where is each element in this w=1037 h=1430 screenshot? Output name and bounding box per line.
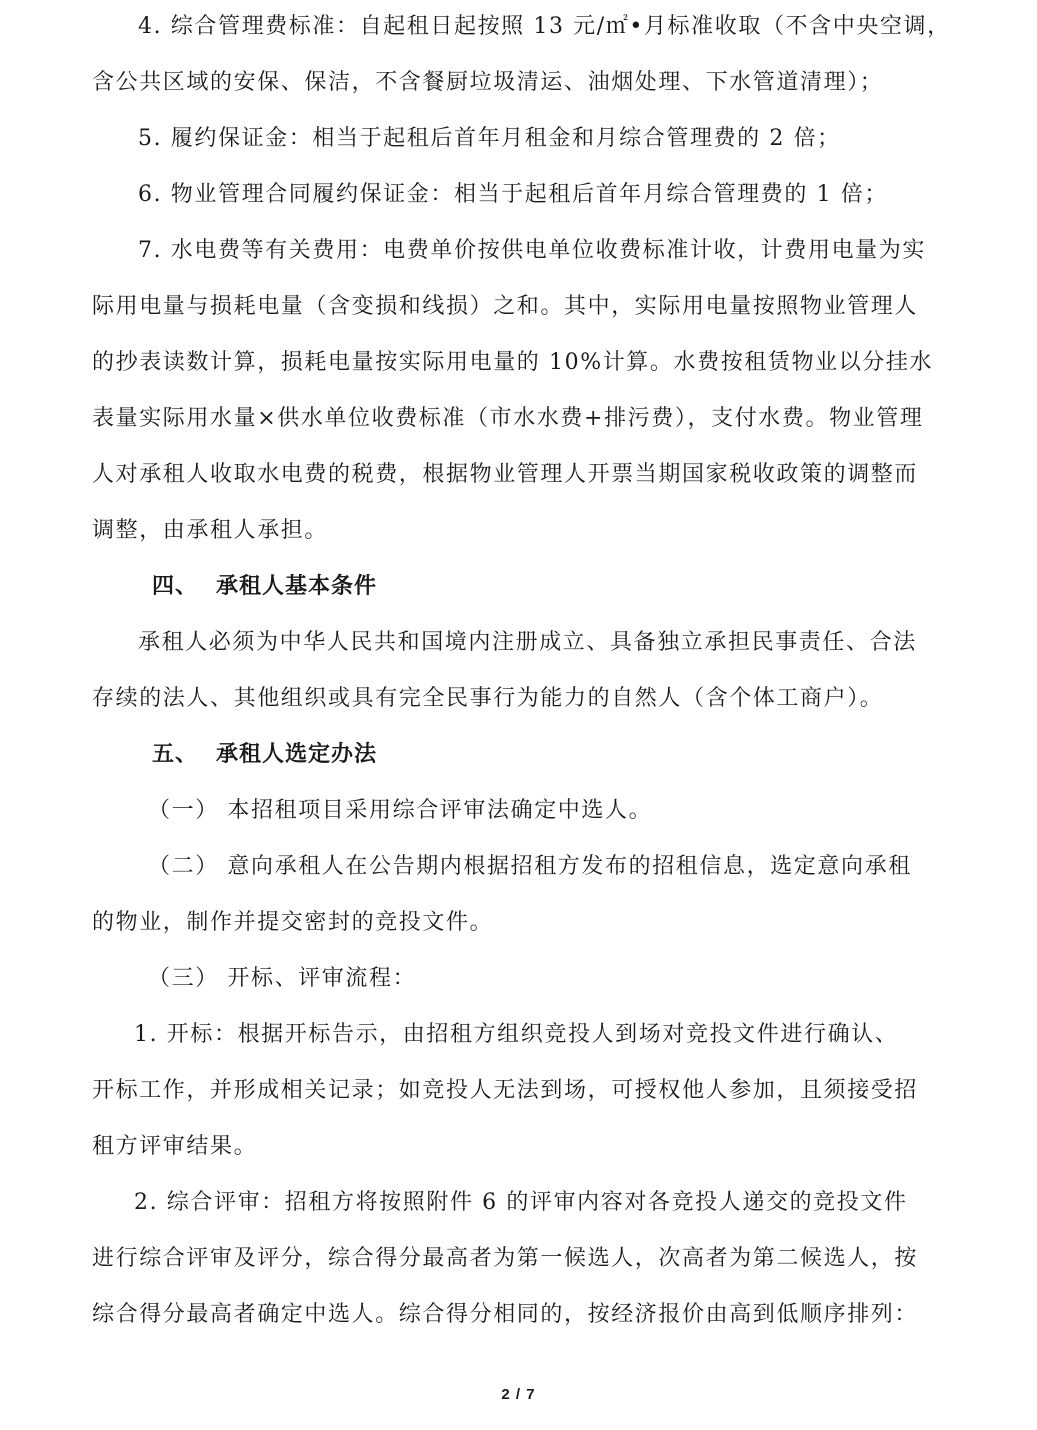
para-line: （二） 意向承租人在公告期内根据招租方发布的招租信息，选定意向承租: [148, 854, 912, 879]
section-number: 五、: [152, 742, 199, 767]
para-line: （一） 本招租项目采用综合评审法确定中选人。: [148, 798, 653, 823]
section-heading-5: [152, 740, 377, 770]
para-line: 的物业，制作并提交密封的竞投文件。: [92, 910, 494, 935]
section-heading-4: [152, 572, 377, 602]
para-line: 际用电量与损耗电量（含变损和线损）之和。其中，实际用电量按照物业管理人: [92, 294, 919, 319]
para-line: 开标工作，并形成相关记录；如竞投人无法到场，可授权他人参加，且须接受招: [92, 1078, 919, 1103]
para-line: 租方评审结果。: [92, 1134, 258, 1159]
para-line: 含公共区域的安保、保洁，不含餐厨垃圾清运、油烟处理、下水管道清理）；: [92, 70, 884, 95]
para-line: 5. 履约保证金：相当于起租后首年月租金和月综合管理费的 2 倍；: [138, 126, 841, 151]
para-line: 的抄表读数计算，损耗电量按实际用电量的 10%计算。水费按租赁物业以分挂水: [92, 350, 934, 375]
para-line: 调整，由承租人承担。: [92, 518, 329, 543]
page-number: 2 / 7: [501, 1386, 536, 1403]
section-title: 承租人基本条件: [216, 574, 378, 599]
para-line: 4. 综合管理费标准：自起租日起按照 13 元/㎡•月标准收取（不含中央空调，: [138, 14, 951, 39]
section-number: 四、: [152, 574, 199, 599]
para-line: 表量实际用水量×供水单位收费标准（市水水费+排污费），支付水费。物业管理: [92, 406, 924, 431]
para-line: 7. 水电费等有关费用：电费单价按供电单位收费标准计收，计费用电量为实: [138, 238, 926, 263]
para-line: 2. 综合评审：招租方将按照附件 6 的评审内容对各竞投人递交的竞投文件: [134, 1190, 908, 1215]
para-line: （三） 开标、评审流程：: [148, 966, 417, 991]
para-line: 1. 开标：根据开标告示，由招租方组织竞投人到场对竞投文件进行确认、: [134, 1022, 899, 1047]
para-line: 综合得分最高者确定中选人。综合得分相同的，按经济报价由高到低顺序排列：: [92, 1302, 919, 1327]
para-line: 人对承租人收取水电费的税费，根据物业管理人开票当期国家税收政策的调整而: [92, 462, 919, 487]
para-line: 6. 物业管理合同履约保证金：相当于起租后首年月综合管理费的 1 倍；: [138, 182, 888, 207]
para-line: 承租人必须为中华人民共和国境内注册成立、具备独立承担民事责任、合法: [138, 630, 917, 655]
para-line: 进行综合评审及评分，综合得分最高者为第一候选人，次高者为第二候选人，按: [92, 1246, 919, 1271]
section-title: 承租人选定办法: [216, 742, 378, 767]
para-line: 存续的法人、其他组织或具有完全民事行为能力的自然人（含个体工商户）。: [92, 686, 884, 711]
